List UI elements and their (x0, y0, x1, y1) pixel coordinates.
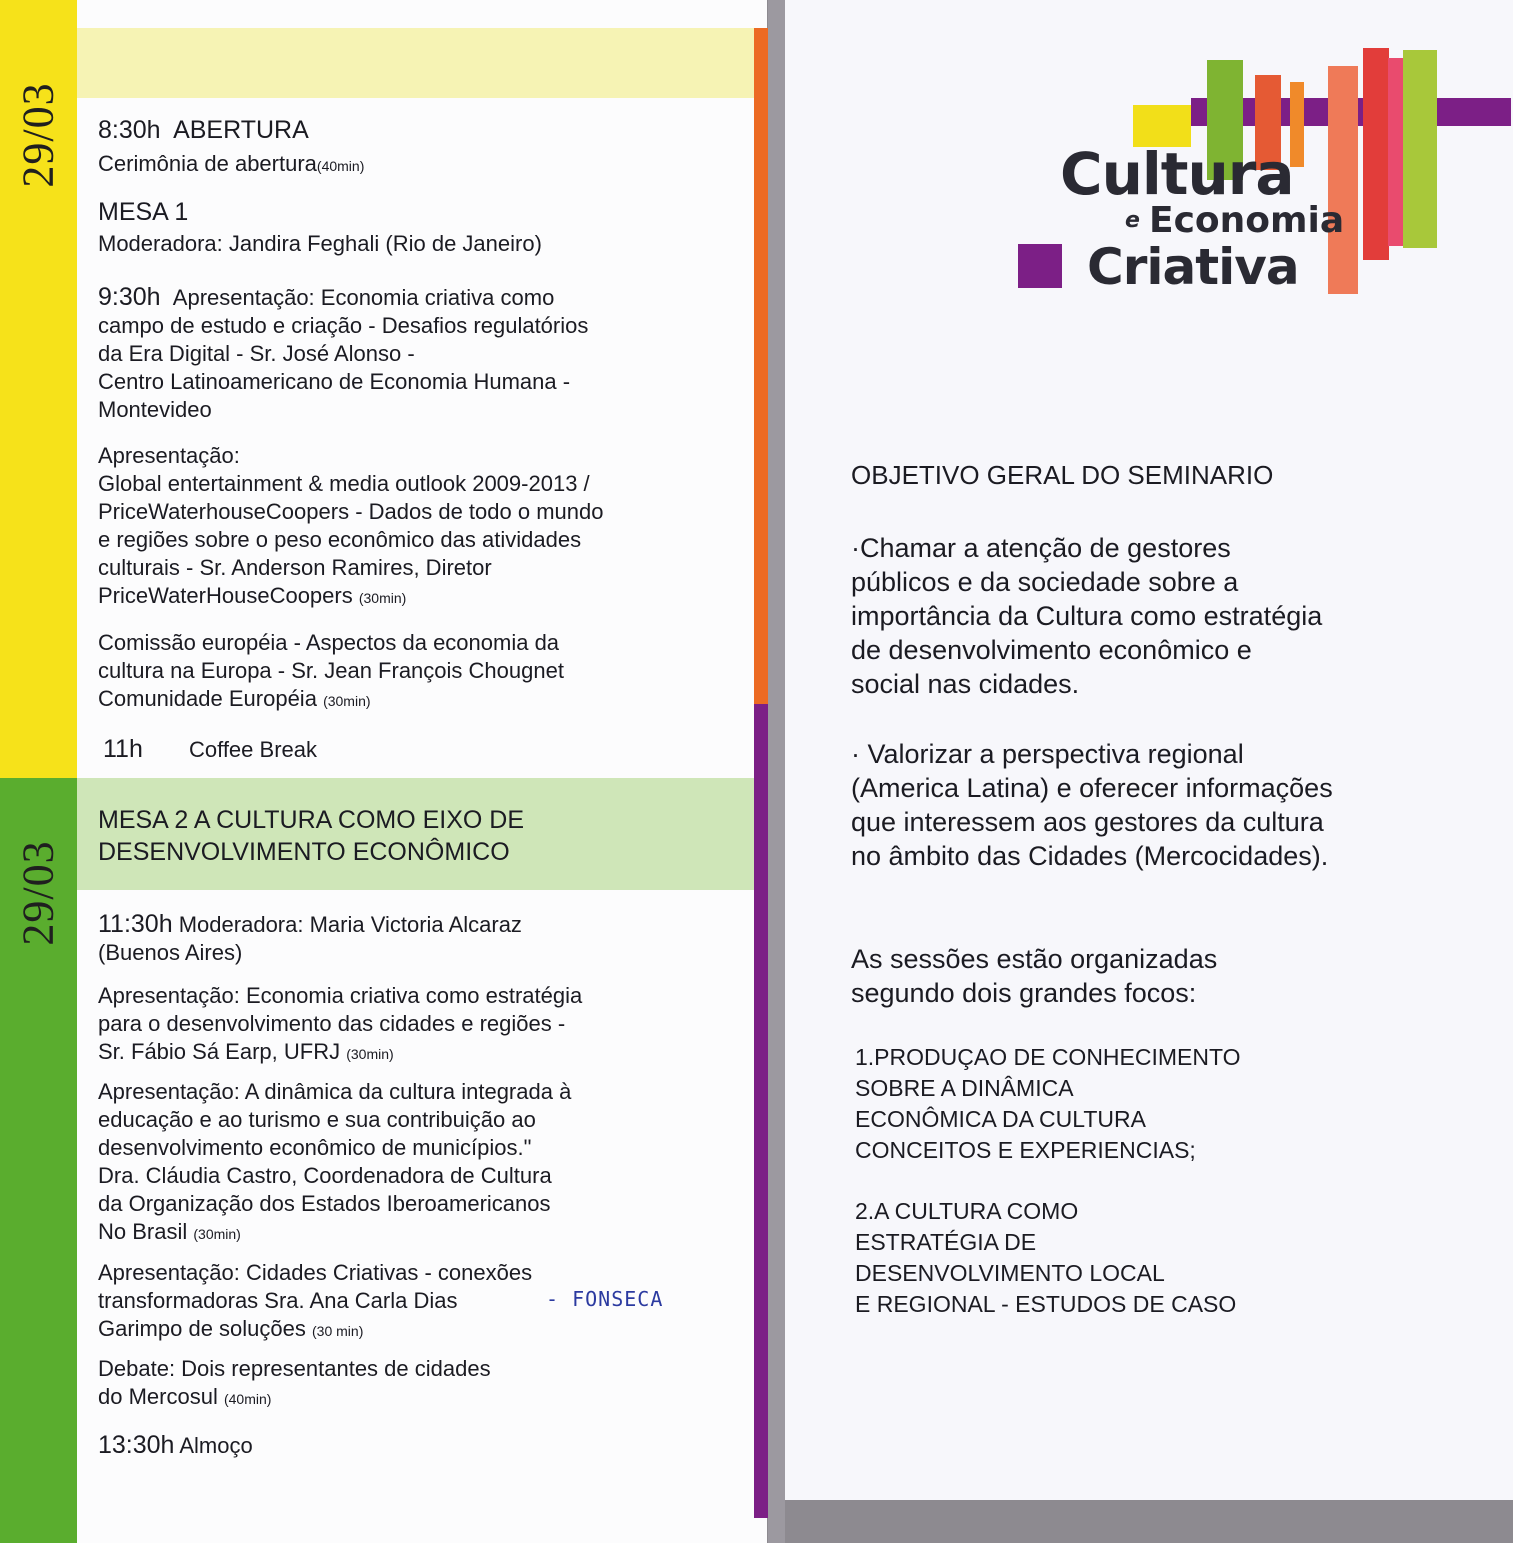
header-tint-yellow (77, 28, 754, 98)
debate-text: do Mercosul (98, 1384, 218, 1409)
right-panel (785, 0, 1513, 1500)
presentation-4-line-3 (98, 1038, 582, 1068)
logo-square-purple (1018, 244, 1062, 288)
presentation-3-org: Comunidade Européia (98, 686, 317, 711)
focus-1-line-2: SOBRE A DINÂMICA (855, 1075, 1074, 1101)
focus-2-line-2: ESTRATÉGIA DE (855, 1229, 1037, 1255)
debate-duration: (40min) (223, 1391, 272, 1407)
focus-1-line-1: 1.PRODUÇAO DE CONHECIMENTO (855, 1044, 1241, 1070)
mesa1-moderator: Moderadora: Jandira Feghali (Rio de Janeiro) (98, 231, 542, 256)
presentation-5-line-3: desenvolvimento econômico de municípios." (98, 1135, 532, 1160)
focus-2 (855, 1196, 1236, 1320)
logo-word-cultura: Cultura (1060, 140, 1294, 208)
objective-1-line-1: ·Chamar a atenção de gestores (851, 533, 1231, 563)
logo-bar-salmon (1328, 66, 1358, 294)
presentation-4-line-1: Apresentação: Economia criativa como estratégia (98, 983, 583, 1008)
objective-1-line-5: social nas cidades. (851, 669, 1080, 699)
presentation-1-line-1 (98, 283, 588, 312)
logo-word-e: e (1125, 208, 1140, 233)
presentation-1-time: 9:30h (98, 283, 161, 311)
mesa2-title-line-2: DESENVOLVIMENTO ECONÔMICO (98, 838, 510, 866)
objective-2-line-4: no âmbito das Cidades (Mercocidades). (851, 841, 1329, 871)
mesa2-moderator-name: Moderadora: Maria Victoria Alcaraz (178, 912, 522, 937)
debate-line-1: Debate: Dois representantes de cidades (98, 1356, 491, 1381)
presentation-1-line-5: Montevideo (98, 397, 212, 422)
focus-2-line-1: 2.A CULTURA COMO (855, 1198, 1079, 1224)
presentation-1-line-4: Centro Latinoamericano de Economia Humana - (98, 369, 571, 394)
presentation-2-speaker-org: PriceWaterHouseCoopers (98, 583, 353, 608)
abertura-heading (98, 116, 309, 144)
focus-1-line-4: CONCEITOS E EXPERIENCIAS; (855, 1137, 1196, 1163)
presentation-3-line-1: Comissão européia - Aspectos da economia da (98, 630, 560, 655)
focus-2-line-3: DESENVOLVIMENTO LOCAL (855, 1260, 1165, 1286)
presentation-3 (98, 629, 564, 715)
objective-1-line-4: de desenvolvimento econômico e (851, 635, 1252, 665)
objetivo-heading: OBJETIVO GERAL DO SEMINARIO (851, 460, 1274, 490)
date-label-bottom: 29/03 (13, 840, 63, 946)
cerimonia-duration: (40min) (316, 158, 365, 174)
debate (98, 1355, 491, 1413)
presentation-5-line-5: da Organização dos Estados Iberoamericanos (98, 1191, 551, 1216)
presentation-6 (98, 1259, 532, 1345)
sessions-intro-line-1: As sessões estão organizadas (851, 944, 1218, 974)
presentation-2-duration: (30min) (358, 590, 407, 606)
presentation-2-line-2: Global entertainment & media outlook 2009-2013 / (98, 471, 590, 496)
logo-word-criativa: Criativa (1087, 238, 1299, 296)
focus-2-line-4: E REGIONAL - ESTUDOS DE CASO (855, 1291, 1237, 1317)
presentation-1-line-2: campo de estudo e criação - Desafios regulatórios (98, 313, 589, 338)
presentation-5-line-2: educação e ao turismo e sua contribuição ao (98, 1107, 536, 1132)
presentation-5-line-6 (98, 1218, 571, 1248)
presentation-6-line-1: Apresentação: Cidades Criativas - conexões (98, 1260, 533, 1285)
sessions-intro (851, 942, 1217, 1010)
objective-2-line-3: que interessem aos gestores da cultura (851, 807, 1324, 837)
objective-1-line-3: importância da Cultura como estratégia (851, 601, 1323, 631)
logo-bar-red-2 (1363, 48, 1389, 260)
presentation-2-line-1: Apresentação: (98, 443, 240, 468)
abertura-title: ABERTURA (173, 116, 309, 144)
objective-2-line-1: · Valorizar a perspectiva regional (851, 739, 1244, 769)
presentation-4 (98, 982, 582, 1068)
lunch (98, 1431, 253, 1460)
mesa2-moderator-line-1 (98, 910, 522, 939)
presentation-5 (98, 1078, 571, 1248)
lunch-time: 13:30h (98, 1431, 175, 1459)
objective-2 (851, 737, 1333, 873)
coffee-label: Coffee Break (188, 737, 317, 762)
presentation-1-text: Apresentação: Economia criativa como (172, 285, 555, 310)
presentation-5-line-1: Apresentação: A dinâmica da cultura integrada à (98, 1079, 572, 1104)
mesa2-title-line-1: MESA 2 A CULTURA COMO EIXO DE (98, 806, 525, 834)
focus-1 (855, 1042, 1241, 1166)
presentation-4-line-2: para o desenvolvimento das cidades e regiões - (98, 1011, 566, 1036)
sessions-intro-line-2: segundo dois grandes focos: (851, 978, 1197, 1008)
abertura-time: 8:30h (98, 116, 161, 144)
presentation-2 (98, 442, 603, 612)
mesa2-moderator-line-2: (Buenos Aires) (98, 940, 243, 965)
handwritten-annotation: - FONSECA (546, 1287, 664, 1311)
cerimonia-text: Cerimônia de abertura (98, 151, 317, 176)
presentation-2-line-6 (98, 582, 603, 612)
objective-2-line-2: (America Latina) e oferecer informações (851, 773, 1333, 803)
debate-line-2 (98, 1383, 491, 1413)
logo-word-economia: Economia (1149, 200, 1345, 241)
presentation-1-line-3: da Era Digital - Sr. José Alonso - (98, 341, 415, 366)
mesa2-time: 11:30h (98, 910, 173, 938)
lunch-label: Almoço (179, 1433, 253, 1458)
mesa2-moderator (98, 910, 522, 967)
presentation-4-duration: (30min) (346, 1046, 394, 1062)
presentation-1 (98, 283, 588, 424)
mesa2-title (98, 804, 524, 868)
mesa1-title: MESA 1 (98, 198, 189, 226)
objective-1-line-2: públicos e da sociedade sobre a (851, 567, 1239, 597)
presentation-2-line-4: e regiões sobre o peso econômico das atividades (98, 527, 582, 552)
gutter-strip (768, 0, 785, 1543)
presentation-6-line-3 (98, 1315, 532, 1345)
logo-bar-green-2 (1403, 50, 1437, 248)
presentation-6-subtitle: Garimpo de soluções (98, 1316, 306, 1341)
presentation-6-duration: (30 min) (312, 1323, 364, 1339)
presentation-4-speaker: Sr. Fábio Sá Earp, UFRJ (98, 1039, 341, 1064)
coffee-time: 11h (103, 735, 143, 763)
presentation-3-line-3 (98, 685, 564, 715)
presentation-6-line-2: transformadoras Sra. Ana Carla Dias (98, 1288, 458, 1313)
presentation-3-duration: (30min) (323, 693, 371, 709)
presentation-5-location: No Brasil (98, 1219, 188, 1244)
presentation-5-line-4: Dra. Cláudia Castro, Coordenadora de Cultura (98, 1163, 552, 1188)
date-label-top: 29/03 (13, 82, 63, 188)
coffee-break (103, 735, 317, 764)
presentation-2-line-5: culturais - Sr. Anderson Ramires, Diretor (98, 555, 492, 580)
presentation-5-duration: (30min) (193, 1226, 241, 1242)
focus-1-line-3: ECONÔMICA DA CULTURA (855, 1106, 1146, 1132)
objective-1 (851, 531, 1322, 701)
cerimonia-line (98, 150, 364, 180)
presentation-2-line-3: PriceWaterhouseCoopers - Dados de todo o mundo (98, 499, 604, 524)
presentation-3-line-2: cultura na Europa - Sr. Jean François Chougnet (98, 658, 564, 683)
